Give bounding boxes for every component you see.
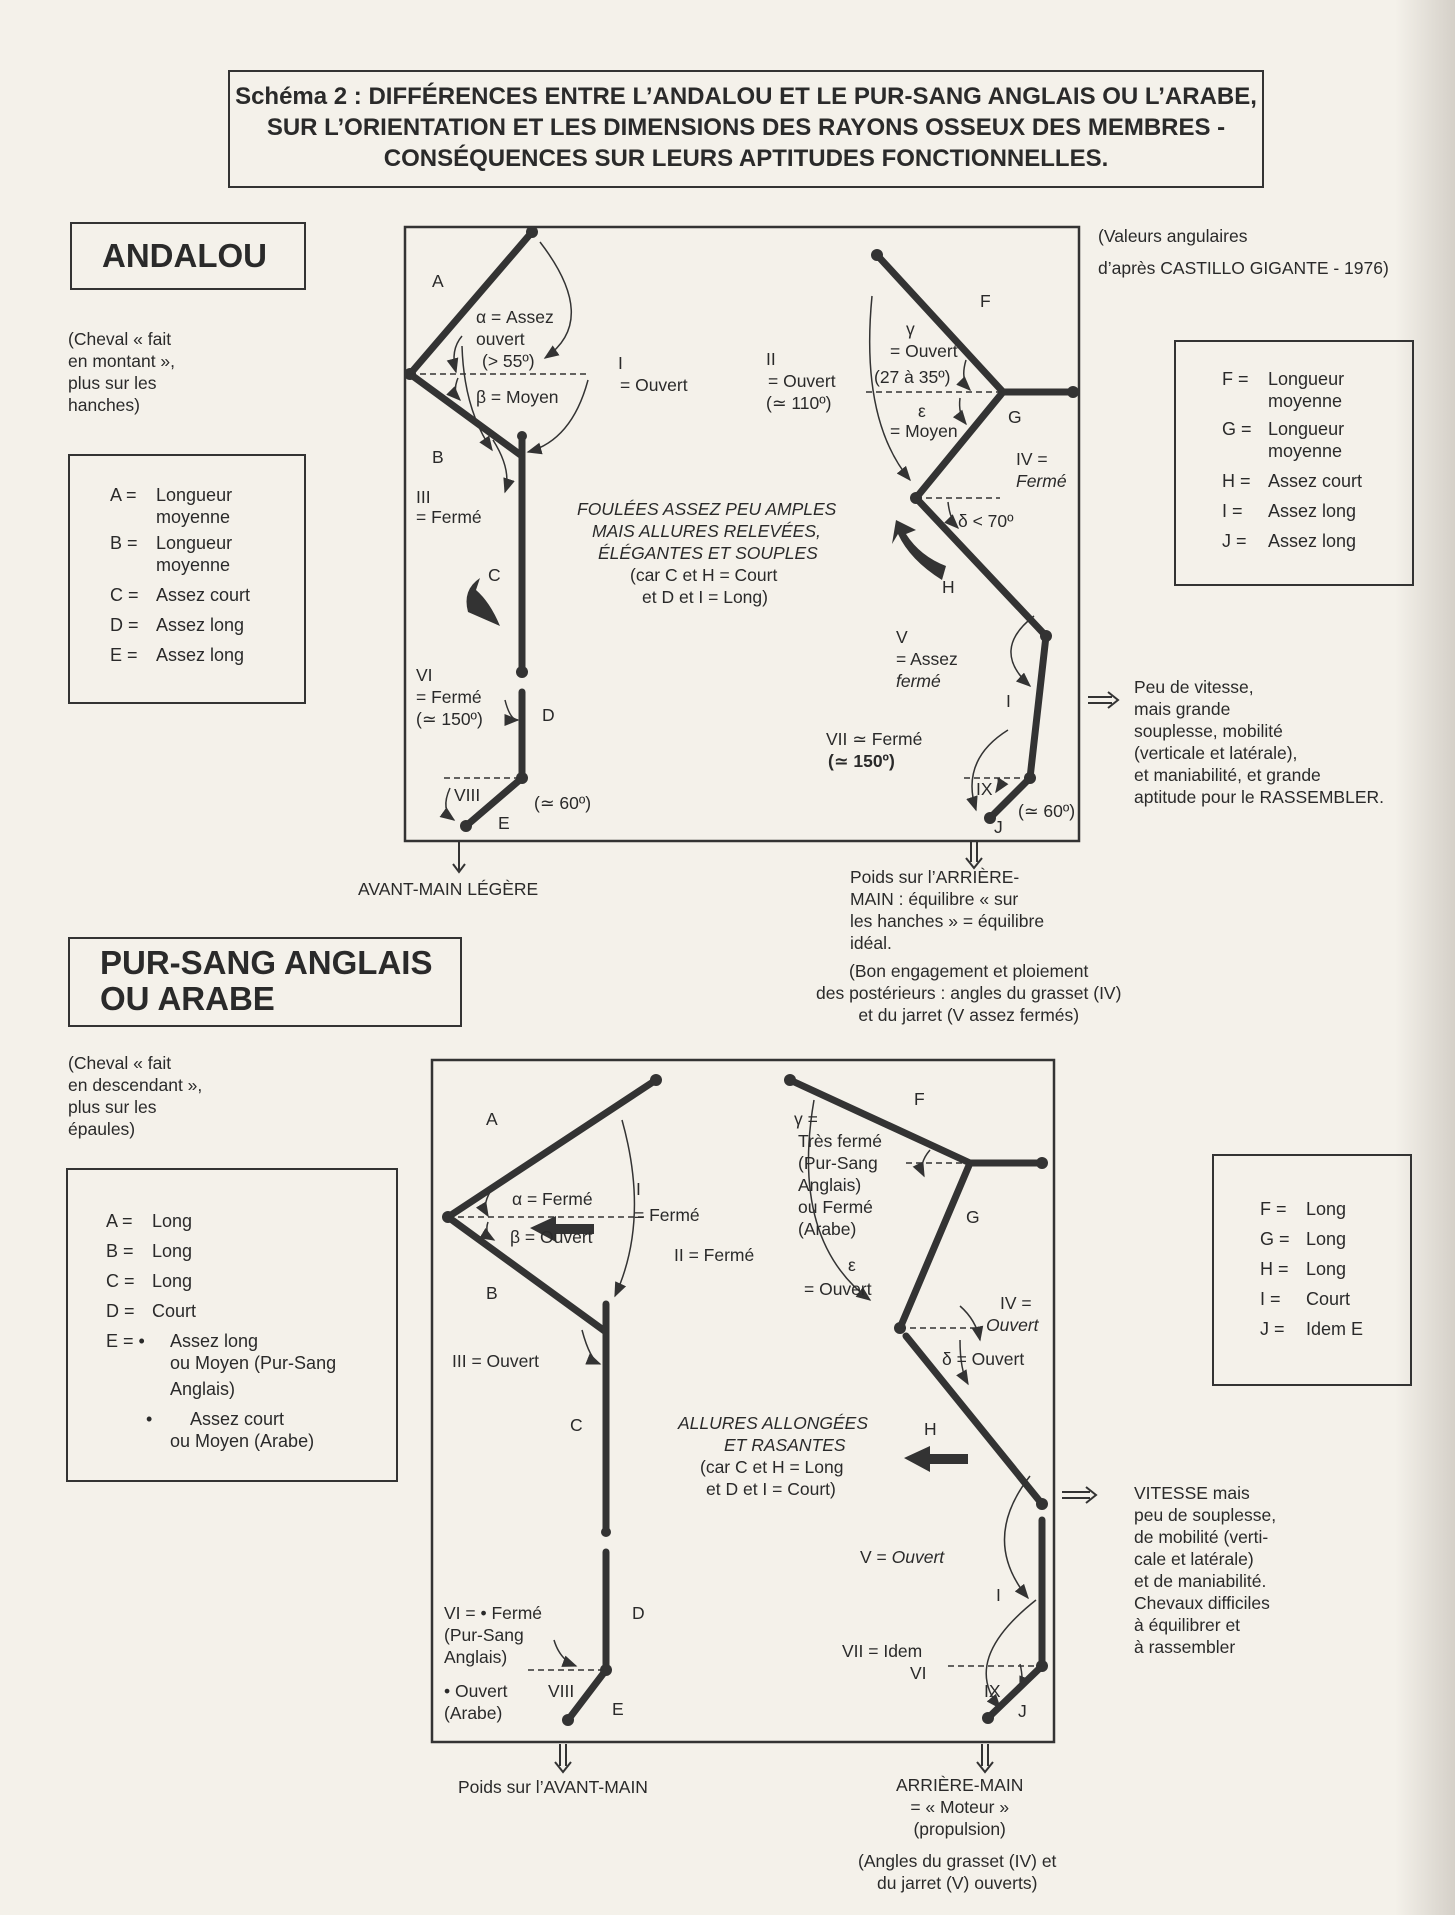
andalou-desc-line: plus sur les	[68, 373, 157, 393]
legend-item-a: A = Long	[106, 1211, 193, 1231]
legend-item-i: I = Court	[1260, 1289, 1351, 1309]
pursang-vi-sub-1: (Pur-Sang	[444, 1625, 524, 1645]
caption-line: idéal.	[850, 933, 892, 953]
andalou-v-value: = Assez	[896, 649, 958, 669]
andalou-label-g: G	[1008, 407, 1022, 427]
legend-item-b: B = Longueur	[110, 533, 233, 553]
pursang-desc-line: épaules)	[68, 1119, 136, 1139]
pursang-vi-sub-4: (Arabe)	[444, 1703, 503, 1723]
legend-item-h: H = Long	[1260, 1259, 1347, 1279]
andalou-alpha-label-2: ouvert	[476, 329, 525, 349]
pursang-label-d: D	[632, 1603, 645, 1623]
andalou-viii-label: VIII	[454, 785, 481, 805]
bone-g	[900, 1163, 970, 1328]
pursang-center-text-3: (car C et H = Long	[700, 1457, 844, 1477]
note-line: (verticale et latérale),	[1134, 743, 1298, 763]
andalou-center-text-5: et D et I = Long)	[642, 587, 768, 607]
pursang-desc-line: (Cheval « fait	[68, 1053, 172, 1073]
pursang-down-arrows	[555, 1744, 993, 1772]
note-line: de mobilité (verti-	[1134, 1527, 1269, 1547]
legend-item-e-alt-cont: ou Moyen (Arabe)	[170, 1431, 315, 1451]
andalou-i-label: I	[618, 353, 623, 373]
andalou-hind-angle-60: (≃ 60º)	[1018, 801, 1076, 821]
pursang-center-text-2: ET RASANTES	[724, 1435, 846, 1455]
andalou-label-c: C	[488, 565, 501, 585]
pursang-vi-sub-3: • Ouvert	[444, 1681, 508, 1701]
pursang-center-text-4: et D et I = Court)	[706, 1479, 836, 1499]
pursang-desc-line: plus sur les	[68, 1097, 157, 1117]
pursang-i-value: = Fermé	[634, 1205, 700, 1225]
pursang-gamma-label: γ =	[794, 1109, 818, 1129]
pursang-iii-label: III = Ouvert	[452, 1351, 540, 1371]
pursang-viii-label: VIII	[548, 1681, 575, 1701]
legend-item-g-cont: moyenne	[1268, 441, 1343, 461]
legend-item-g: G = Long	[1260, 1229, 1347, 1249]
andalou-center-text-3: ÉLÉGANTES ET SOUPLES	[598, 543, 818, 563]
note-line: peu de souplesse,	[1134, 1505, 1277, 1525]
legend-item-j: J = Idem E	[1260, 1319, 1364, 1339]
pursang-i-label: I	[636, 1179, 641, 1199]
pursang-label-f: F	[914, 1089, 925, 1109]
andalou-vi-label: VI	[416, 665, 433, 685]
pursang-epsilon-label: ε	[848, 1255, 856, 1275]
pursang-beta-label: β = Ouvert	[510, 1227, 593, 1247]
legend-item-f: F = Longueur	[1222, 369, 1345, 389]
note-line: souplesse, mobilité	[1134, 721, 1283, 741]
andalou-label-i: I	[1006, 691, 1011, 711]
pursang-iv-label: IV =	[1000, 1293, 1032, 1313]
andalou-front-angle-60: (≃ 60º)	[534, 793, 592, 813]
andalou-ii-label: II	[766, 349, 776, 369]
legend-item-f-cont: moyenne	[1268, 391, 1343, 411]
andalou-ii-value: = Ouvert	[768, 371, 836, 391]
note-line: mais grande	[1134, 699, 1231, 719]
legend-item-j: J = Assez long	[1222, 531, 1357, 551]
caption-line: du jarret (V) ouverts)	[876, 1873, 1038, 1893]
pursang-vii-sub: VI	[910, 1663, 927, 1683]
note-line: à équilibrer et	[1134, 1615, 1241, 1635]
note-line: Peu de vitesse,	[1134, 677, 1254, 697]
pursang-center-text-1: ALLURES ALLONGÉES	[678, 1413, 868, 1433]
legend-item-a-cont: moyenne	[156, 507, 231, 527]
legend-item-b: B = Long	[106, 1241, 193, 1261]
note-line: et maniabilité, et grande	[1134, 765, 1321, 785]
pursang-below-front-caption: Poids sur l’AVANT-MAIN	[458, 1777, 648, 1797]
pursang-ii-label: II = Fermé	[674, 1245, 755, 1265]
pursang-label-g: G	[966, 1207, 980, 1227]
pursang-heading-1: PUR-SANG ANGLAIS	[100, 944, 433, 981]
andalou-iii-value: = Fermé	[416, 507, 482, 527]
caption-line: et du jarret (V assez fermés)	[858, 1005, 1080, 1025]
pursang-label-a: A	[486, 1109, 498, 1129]
pursang-label-j: J	[1018, 1701, 1027, 1721]
andalou-iv-label: IV =	[1016, 449, 1048, 469]
pursang-gamma-sub-3: ou Fermé	[798, 1197, 873, 1217]
pursang-delta-label: δ = Ouvert	[942, 1349, 1025, 1369]
andalou-ii-angle: (≃ 110º)	[766, 393, 832, 413]
note-line: cale et latérale)	[1134, 1549, 1254, 1569]
caption-line: = « Moteur »	[910, 1797, 1010, 1817]
legend-item-c: C = Long	[106, 1271, 193, 1291]
pursang-below-hind-caption-2	[858, 1850, 1056, 1894]
andalou-label-f: F	[980, 291, 991, 311]
andalou-gamma-angle: (27 à 35º)	[874, 367, 951, 387]
caption-line: (Bon engagement et ploiement	[849, 961, 1089, 981]
pursang-ix-label: IX	[984, 1681, 1001, 1701]
legend-item-h: H = Assez court	[1222, 471, 1363, 491]
legend-item-i: I = Assez long	[1222, 501, 1357, 521]
andalou-vii-angle: (≃ 150º)	[828, 751, 895, 771]
pursang-alpha-label: α = Fermé	[512, 1189, 593, 1209]
pursang-epsilon-value: = Ouvert	[804, 1279, 872, 1299]
andalou-label-b: B	[432, 447, 444, 467]
pursang-label-c: C	[570, 1415, 583, 1435]
andalou-desc-line: en montant »,	[68, 351, 176, 371]
andalou-v-value-2: fermé	[896, 671, 941, 691]
caption-line: (Angles du grasset (IV) et	[858, 1851, 1057, 1871]
andalou-vi-value: = Fermé	[416, 687, 482, 707]
pursang-v-label: V = Ouvert	[860, 1547, 945, 1567]
pursang-gamma-sub-2: Anglais)	[798, 1175, 862, 1195]
andalou-label-a: A	[432, 271, 444, 291]
pursang-label-h: H	[924, 1419, 937, 1439]
legend-item-d: D = Court	[106, 1301, 197, 1321]
pursang-iv-value: Ouvert	[986, 1315, 1039, 1335]
andalou-delta-label: δ < 70º	[958, 511, 1014, 531]
pursang-vi-label: VI = • Fermé	[444, 1603, 543, 1623]
caption-line: ARRIÈRE-MAIN	[896, 1775, 1024, 1795]
andalou-below-front-caption: AVANT-MAIN LÉGÈRE	[358, 879, 539, 899]
legend-item-f: F = Long	[1260, 1199, 1347, 1219]
title-line-2: SUR L’ORIENTATION ET LES DIMENSIONS DES RAYONS OSSEUX DES MEMBRES -	[266, 114, 1226, 141]
andalou-epsilon-value: = Moyen	[890, 421, 958, 441]
pursang-below-hind-caption	[896, 1774, 1023, 1840]
andalou-label-d: D	[542, 705, 555, 725]
caption-line: les hanches » = équilibre	[850, 911, 1045, 931]
andalou-center-text-2: MAIS ALLURES RELEVÉES,	[592, 521, 821, 541]
andalou-epsilon-label: ε	[918, 401, 926, 421]
legend-item-e-cont-2: Anglais)	[170, 1379, 236, 1399]
note-line: et de maniabilité.	[1134, 1571, 1267, 1591]
pursang-gamma-sub-4: (Arabe)	[798, 1219, 857, 1239]
andalou-label-h: H	[942, 577, 955, 597]
andalou-iii-label: III	[416, 487, 431, 507]
legend-item-e: E = • Assez long	[106, 1331, 259, 1351]
legend-item-e-cont: ou Moyen (Pur-Sang	[170, 1353, 337, 1373]
caption-line: Poids sur l’ARRIÈRE-	[850, 867, 1020, 887]
source-line: d’après CASTILLO GIGANTE - 1976)	[1098, 258, 1389, 278]
andalou-gamma-value: = Ouvert	[890, 341, 958, 361]
pursang-right-double-arrow	[1062, 1487, 1096, 1503]
pursang-heading-2: OU ARABE	[100, 980, 275, 1017]
note-line: aptitude pour le RASSEMBLER.	[1134, 787, 1384, 807]
legend-item-d: D = Assez long	[110, 615, 245, 635]
andalou-label-j: J	[994, 817, 1003, 837]
pursang-vii-label: VII = Idem	[842, 1641, 923, 1661]
andalou-center-text-4: (car C et H = Court	[630, 565, 778, 585]
caption-line: (propulsion)	[913, 1819, 1006, 1839]
pursang-vi-sub-2: Anglais)	[444, 1647, 508, 1667]
andalou-iv-value: Fermé	[1016, 471, 1067, 491]
caption-line: des postérieurs : angles du grasset (IV)	[816, 983, 1122, 1003]
title-line-3: CONSÉQUENCES SUR LEURS APTITUDES FONCTIONNELLES.	[383, 145, 1109, 172]
legend-item-e-alt: • Assez court	[146, 1409, 285, 1429]
pursang-label-i: I	[996, 1585, 1001, 1605]
pursang-label-b: B	[486, 1283, 498, 1303]
title-line-1: Schéma 2 : DIFFÉRENCES ENTRE L’ANDALOU ET LE PUR-SANG ANGLAIS OU L’ARABE,	[235, 83, 1257, 110]
andalou-v-label: V	[896, 627, 908, 647]
note-line: Chevaux difficiles	[1134, 1593, 1270, 1613]
andalou-ix-label: IX	[976, 779, 993, 799]
legend-item-a: A = Longueur	[110, 485, 233, 505]
andalou-heading: ANDALOU	[102, 237, 267, 274]
pursang-right-note	[1134, 1482, 1276, 1658]
legend-item-c: C = Assez court	[110, 585, 251, 605]
pursang-gamma-value: Très fermé	[798, 1131, 882, 1151]
note-line: VITESSE mais	[1134, 1483, 1250, 1503]
andalou-alpha-label: α = Assez	[476, 307, 554, 327]
andalou-desc-line: (Cheval « fait	[68, 329, 172, 349]
andalou-alpha-label-3: (> 55º)	[482, 351, 535, 371]
legend-item-e: E = Assez long	[110, 645, 245, 665]
pursang-desc-line: en descendant »,	[68, 1075, 203, 1095]
pursang-hind-direction-arrow	[904, 1446, 968, 1472]
note-line: à rassembler	[1134, 1637, 1236, 1657]
caption-line: MAIN : équilibre « sur	[850, 889, 1019, 909]
legend-item-b-cont: moyenne	[156, 555, 231, 575]
andalou-desc-line: hanches)	[68, 395, 140, 415]
andalou-gamma-label: γ	[906, 319, 915, 339]
andalou-vii-label: VII ≃ Fermé	[826, 729, 923, 749]
legend-item-g: G = Longueur	[1222, 419, 1345, 439]
source-line: (Valeurs angulaires	[1098, 226, 1248, 246]
andalou-i-value: = Ouvert	[620, 375, 688, 395]
pursang-label-e: E	[612, 1699, 624, 1719]
andalou-vi-angle: (≃ 150º)	[416, 709, 483, 729]
pursang-gamma-sub-1: (Pur-Sang	[798, 1153, 878, 1173]
andalou-label-e: E	[498, 813, 510, 833]
andalou-center-text-1: FOULÉES ASSEZ PEU AMPLES	[577, 499, 837, 519]
andalou-beta-label: β = Moyen	[476, 387, 559, 407]
